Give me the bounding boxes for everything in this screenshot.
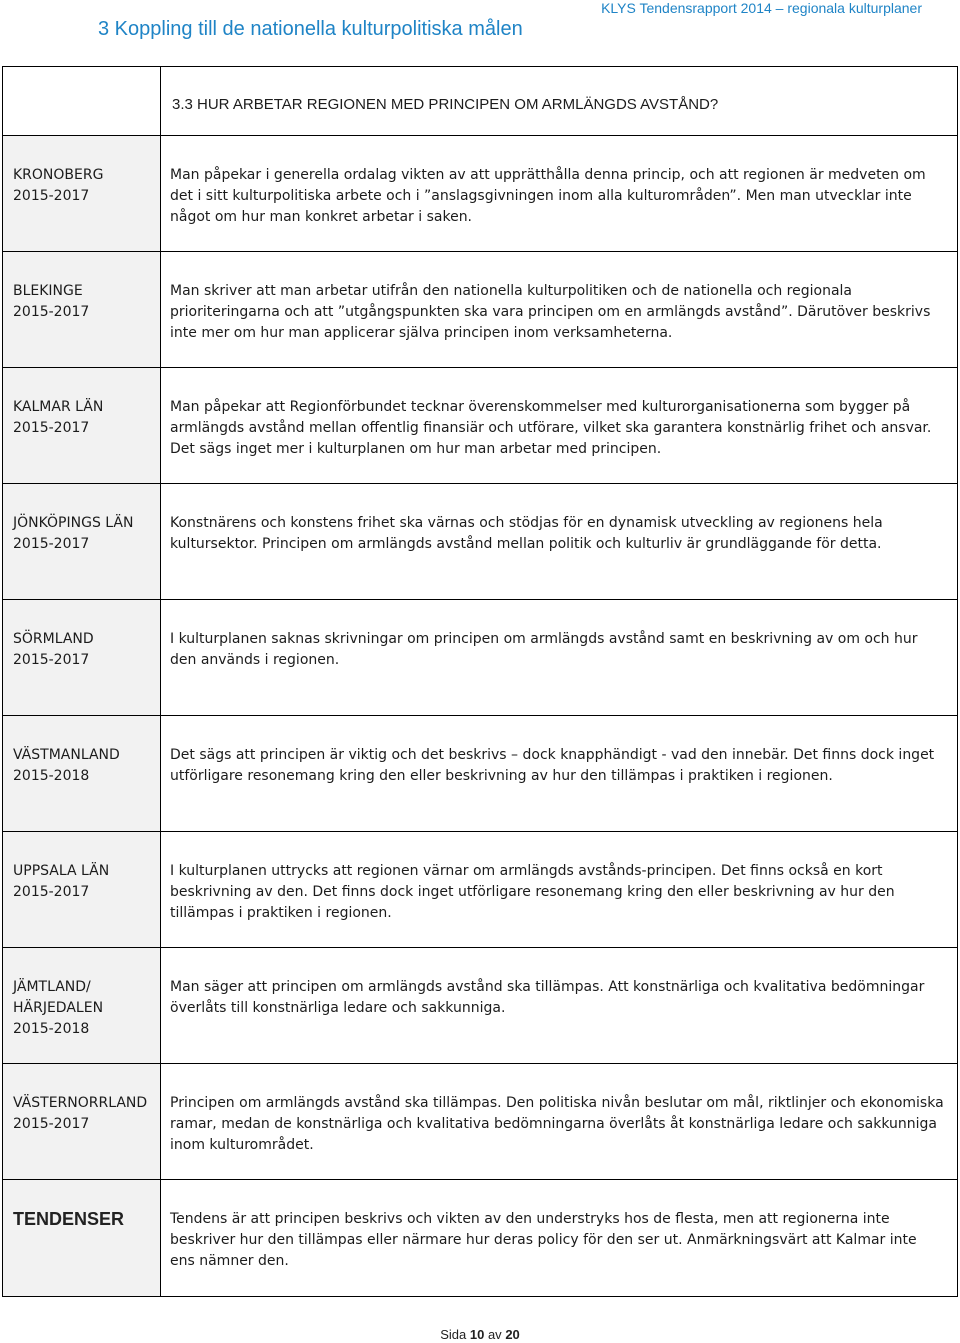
region-period: 2015-2017 (13, 884, 90, 900)
summary-label-cell (3, 1180, 161, 1297)
region-period: 2015-2017 (13, 1116, 90, 1132)
region-text: I kulturplanen uttrycks att regionen värnar om armlängds avstånds-principen. Det finns också en kort beskrivning av den. Det finns dock inget utförligare resonemang kring den eller beskrivning av hur den tillämpas i praktiken i regionen. (161, 832, 958, 948)
region-period: 2015-2017 (13, 188, 90, 204)
table-row (3, 484, 958, 600)
region-text: Det sägs att principen är viktig och det beskrivs – dock knapphändigt - vad den innebär. Det finns dock inget utförligare resonemang kring den eller beskrivning av hur den tillämpas i praktiken i regionen. (161, 716, 958, 832)
region-label-cell (3, 368, 161, 484)
table-row (3, 368, 958, 484)
section-heading-row (3, 67, 958, 136)
region-period: 2015-2017 (13, 304, 90, 320)
region-name: JÖNKÖPINGS LÄN (13, 515, 134, 531)
footer-separator: av (487, 1327, 502, 1342)
region-name: SÖRMLAND (13, 631, 94, 647)
summary-text: Tendens är att principen beskrivs och vikten av den understryks hos de flesta, men att regionerna inte beskriver hur den tillämpas eller närmare hur deras policy för den ser ut. Anmärkningsvärt att Kalmar inte ens nämner den. (161, 1180, 958, 1297)
region-period: 2015-2018 (13, 768, 90, 784)
region-label-cell (3, 484, 161, 600)
region-name: VÄSTMANLAND (13, 747, 120, 763)
table-row (3, 252, 958, 368)
region-label-cell (3, 1064, 161, 1180)
region-text: Man påpekar att Regionförbundet tecknar överenskommelser med kulturorganisationerna som bygger på armlängds avstånd mellan offentlig finansiär och utförare, vilket ska garantera konstnärlig frihet och ansvar. Det sägs inget mer i kulturplanen om hur man arbetar med principen. (161, 368, 958, 484)
region-name: VÄSTERNORRLAND (13, 1095, 148, 1111)
table-row (3, 716, 958, 832)
table-row (3, 948, 958, 1064)
region-table (2, 66, 958, 1297)
footer-page-number: 10 (469, 1327, 485, 1342)
region-period: 2015-2017 (13, 420, 90, 436)
region-label-cell (3, 252, 161, 368)
table-row (3, 1064, 958, 1180)
region-text: I kulturplanen saknas skrivningar om principen om armlängds avstånd samt en beskrivning av om och hur den används i regionen. (161, 600, 958, 716)
region-period: 2015-2017 (13, 536, 90, 552)
summary-label: TENDENSER (13, 1209, 125, 1229)
section-heading: 3.3 HUR ARBETAR REGIONEN MED PRINCIPEN OM ARMLÄNGDS AVSTÅND? (172, 96, 719, 113)
footer-total-pages: 20 (505, 1327, 520, 1342)
page-header (0, 0, 960, 60)
chapter-title: 3 Koppling till de nationella kulturpolitiska målen (98, 18, 523, 40)
footer-prefix: Sida (440, 1327, 467, 1342)
region-label-cell (3, 832, 161, 948)
region-name: BLEKINGE (13, 283, 83, 299)
region-text: Man skriver att man arbetar utifrån den nationella kulturpolitiken och de nationella och regionala prioriteringarna och att ”utgångspunkten ska vara principen om en armlängds avstånd”. Därutöver beskrivs inte mer om hur man applicerar själva principen inom verksamheterna. (161, 252, 958, 368)
region-label-cell (3, 948, 161, 1064)
region-label-cell (3, 600, 161, 716)
region-name: KALMAR LÄN (13, 399, 104, 415)
region-period: 2015-2018 (13, 1021, 90, 1037)
summary-row (3, 1180, 958, 1297)
page-footer (0, 1327, 960, 1342)
region-name: KRONOBERG (13, 167, 104, 183)
heading-empty-cell (3, 67, 161, 136)
region-text: Man säger att principen om armlängds avstånd ska tillämpas. Att konstnärliga och kvalitativa bedömningar överlåts till konstnärliga ledare och sakkunniga. (161, 948, 958, 1064)
region-label-cell (3, 136, 161, 252)
table-row (3, 136, 958, 252)
region-name: UPPSALA LÄN (13, 863, 110, 879)
table-row (3, 600, 958, 716)
region-name: JÄMTLAND/ HÄRJEDALEN (13, 979, 104, 1016)
section-heading-cell (161, 67, 958, 136)
table-row (3, 832, 958, 948)
region-text: Konstnärens och konstens frihet ska värnas och stödjas för en dynamisk utveckling av regionens hela kultursektor. Principen om armlängds avstånd mellan politik och kulturliv är grundläggande för detta. (161, 484, 958, 600)
region-period: 2015-2017 (13, 652, 90, 668)
region-label-cell (3, 716, 161, 832)
region-text: Principen om armlängds avstånd ska tillämpas. Den politiska nivån beslutar om mål, riktlinjer och ekonomiska ramar, medan de konstnärliga och kvalitativa bedömningarna överlåts åt konstnärliga ledare och sakkunniga inom kulturområdet. (161, 1064, 958, 1180)
region-text: Man påpekar i generella ordalag vikten av att upprätthålla denna princip, och att regionen är medveten om det i sitt kulturpolitiska arbete och i ”anslagsgivningen inom alla kulturområden”. Men man utvecklar inte något om hur man konkret arbetar i saken. (161, 136, 958, 252)
report-name: KLYS Tendensrapport 2014 – regionala kulturplaner (601, 0, 922, 16)
